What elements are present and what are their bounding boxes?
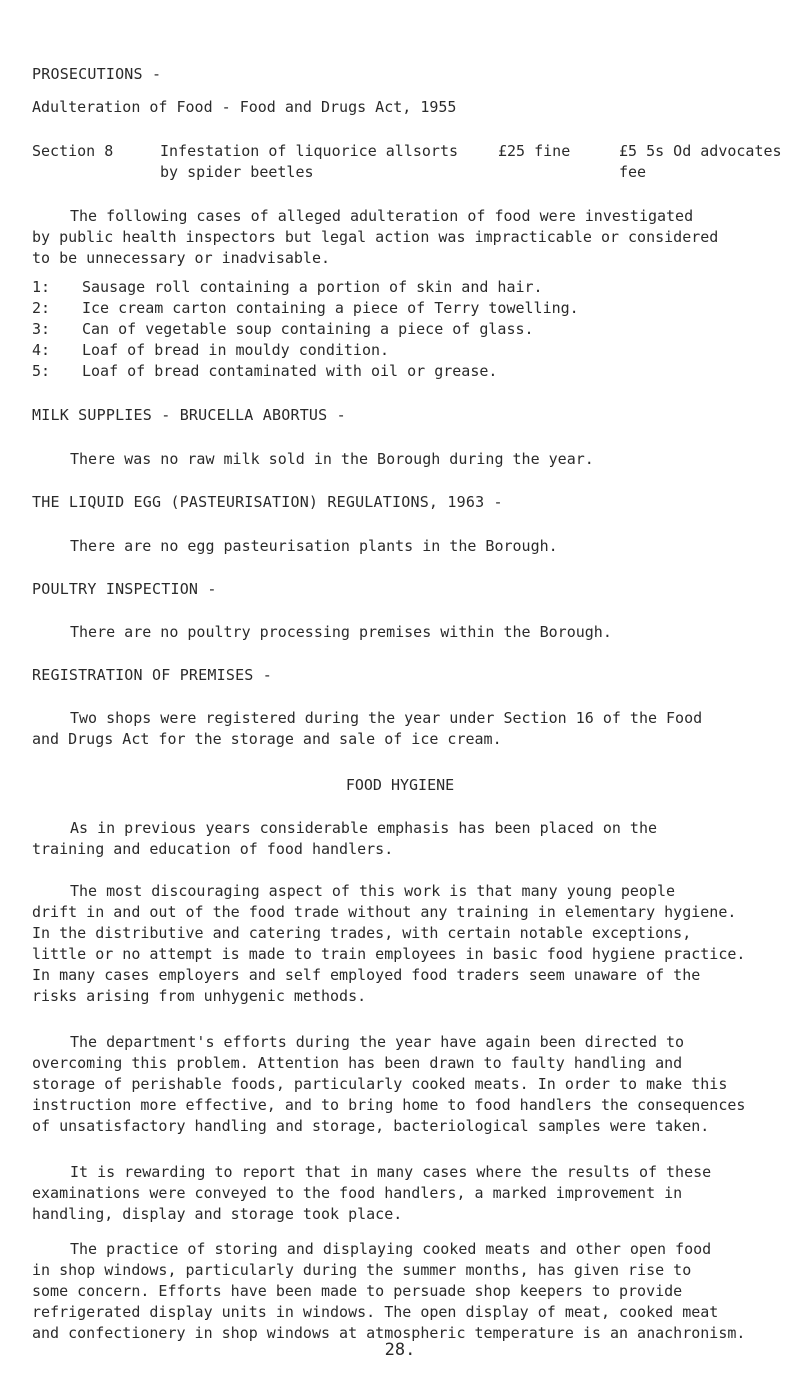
hygiene-line: and confectionery in shop windows at atmospheric temperature is an anachronism.: [32, 1324, 746, 1342]
hygiene-paragraph: [32, 1162, 772, 1225]
page-number: 28.: [384, 1340, 416, 1360]
list-number: 2:: [32, 299, 51, 317]
registration-paragraph: [32, 708, 772, 750]
hygiene-line: overcoming this problem. Attention has been drawn to faulty handling and: [32, 1054, 683, 1072]
list-number: 3:: [32, 320, 51, 338]
intro-line: to be unnecessary or inadvisable.: [32, 249, 331, 267]
hygiene-line: refrigerated display units in windows. The open display of meat, cooked meat: [32, 1303, 719, 1321]
registration-line: Two shops were registered during the year under Section 16 of the Food: [70, 709, 703, 727]
prosecution-offence-line2: by spider beetles: [160, 163, 314, 181]
hygiene-paragraph: [32, 1032, 772, 1137]
prosecution-fine: £25 fine: [498, 142, 571, 160]
milk-heading: MILK SUPPLIES - BRUCELLA ABORTUS -: [32, 406, 346, 424]
list-text: Loaf of bread in mouldy condition.: [82, 341, 390, 359]
poultry-heading: POULTRY INSPECTION -: [32, 580, 217, 598]
list-item: [32, 298, 579, 319]
hygiene-line: It is rewarding to report that in many cases where the results of these: [70, 1163, 712, 1181]
list-text: Can of vegetable soup containing a piece of glass.: [82, 320, 534, 338]
list-number: 4:: [32, 341, 51, 359]
hygiene-line: The department's efforts during the year have again been directed to: [70, 1033, 685, 1051]
hygiene-line: The most discouraging aspect of this work is that many young people: [70, 882, 676, 900]
list-number: 5:: [32, 362, 51, 380]
hygiene-line: little or no attempt is made to train employees in basic food hygiene practice.: [32, 945, 746, 963]
milk-text: There was no raw milk sold in the Borough during the year.: [70, 450, 594, 468]
hygiene-line: In the distributive and catering trades, with certain notable exceptions,: [32, 924, 692, 942]
hygiene-paragraph: [32, 1239, 772, 1344]
registration-line: and Drugs Act for the storage and sale of ice cream.: [32, 730, 502, 748]
hygiene-line: in shop windows, particularly during the summer months, has given rise to: [32, 1261, 692, 1279]
list-text: Sausage roll containing a portion of skin and hair.: [82, 278, 543, 296]
hygiene-line: storage of perishable foods, particularly cooked meats. In order to make this: [32, 1075, 728, 1093]
act-title: Adulteration of Food - Food and Drugs Act, 1955: [32, 98, 457, 116]
egg-heading: THE LIQUID EGG (PASTEURISATION) REGULATIONS, 1963 -: [32, 493, 503, 511]
hygiene-paragraph: [32, 881, 772, 1007]
hygiene-paragraph: [32, 818, 772, 860]
poultry-text: There are no poultry processing premises within the Borough.: [70, 623, 612, 641]
list-item: [32, 319, 534, 340]
prosecution-fee-label: fee: [619, 163, 647, 181]
prosecution-fee-amount: £5 5s Od advocates: [619, 142, 782, 160]
hygiene-line: risks arising from unhygenic methods.: [32, 987, 367, 1005]
alleged-cases-intro: [32, 206, 772, 269]
list-item: [32, 361, 497, 382]
list-number: 1:: [32, 278, 51, 296]
hygiene-line: some concern. Efforts have been made to persuade shop keepers to provide: [32, 1282, 683, 1300]
hygiene-line: In many cases employers and self employed food traders seem unaware of the: [32, 966, 701, 984]
hygiene-line: of unsatisfactory handling and storage, bacteriological samples were taken.: [32, 1117, 710, 1135]
food-hygiene-heading: FOOD HYGIENE: [345, 776, 455, 794]
intro-line: by public health inspectors but legal action was impracticable or considered: [32, 228, 719, 246]
list-item: [32, 340, 389, 361]
list-item: [32, 277, 543, 298]
hygiene-line: training and education of food handlers.: [32, 840, 394, 858]
intro-line: The following cases of alleged adulteration of food were investigated: [70, 207, 694, 225]
hygiene-line: The practice of storing and displaying cooked meats and other open food: [70, 1240, 712, 1258]
prosecution-offence-line1: Infestation of liquorice allsorts: [160, 142, 459, 160]
hygiene-line: handling, display and storage took place.: [32, 1205, 403, 1223]
hygiene-line: drift in and out of the food trade without any training in elementary hygiene.: [32, 903, 737, 921]
prosecutions-heading: PROSECUTIONS -: [32, 65, 162, 83]
hygiene-line: instruction more effective, and to bring home to food handlers the consequences: [32, 1096, 746, 1114]
prosecution-section: Section 8: [32, 142, 114, 160]
hygiene-line: As in previous years considerable emphasis has been placed on the: [70, 819, 657, 837]
registration-heading: REGISTRATION OF PREMISES -: [32, 666, 272, 684]
hygiene-line: examinations were conveyed to the food handlers, a marked improvement in: [32, 1184, 683, 1202]
list-text: Loaf of bread contaminated with oil or grease.: [82, 362, 498, 380]
egg-text: There are no egg pasteurisation plants in the Borough.: [70, 537, 558, 555]
list-text: Ice cream carton containing a piece of Terry towelling.: [82, 299, 579, 317]
